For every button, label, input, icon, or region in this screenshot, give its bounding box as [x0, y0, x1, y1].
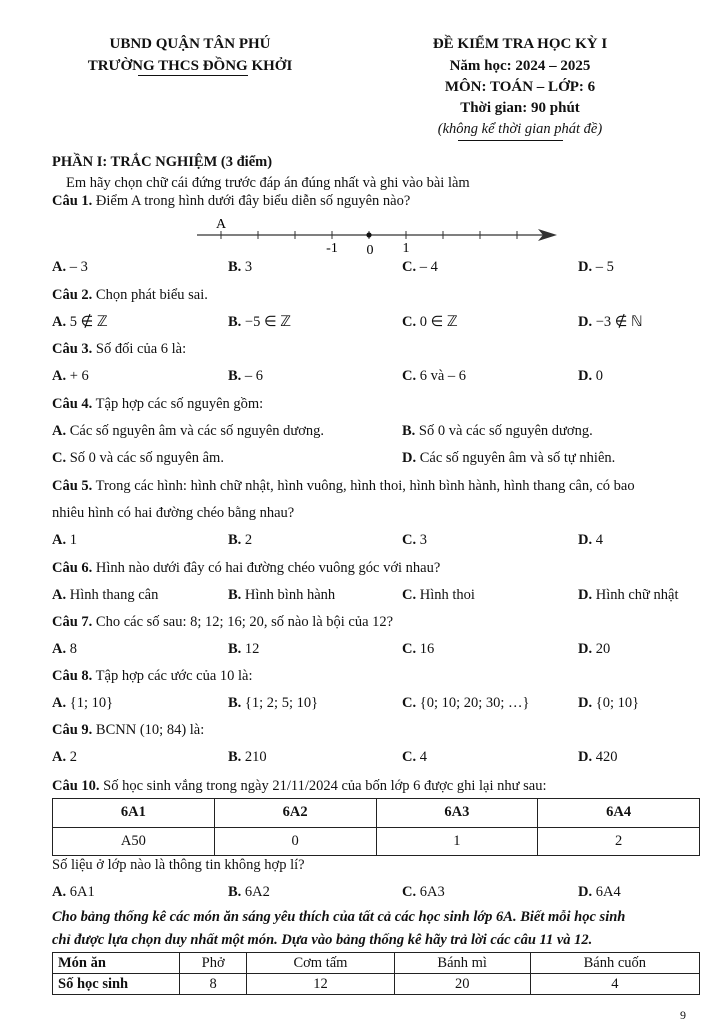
- option-text: {1; 2; 5; 10}: [244, 695, 319, 711]
- option-letter: C.: [402, 368, 417, 384]
- q2-option-a[interactable]: [52, 314, 108, 331]
- option-letter: C.: [52, 450, 67, 466]
- option-letter: B.: [228, 641, 242, 657]
- q2-text: Chọn phát biểu sai.: [95, 287, 208, 303]
- option-text: 3: [419, 532, 427, 548]
- option-letter: A.: [52, 695, 67, 711]
- option-text: 20: [595, 641, 611, 657]
- option-letter: C.: [402, 641, 417, 657]
- option-text: – 5: [595, 259, 614, 275]
- option-letter: A.: [52, 259, 67, 275]
- q5-stem: [52, 478, 635, 495]
- option-letter: A.: [52, 587, 67, 603]
- q6-option-b[interactable]: [228, 587, 335, 604]
- t10-h4: 6A4: [538, 799, 700, 828]
- q5-option-c[interactable]: [402, 532, 427, 549]
- section-instruction: Em hãy chọn chữ cái đứng trước đáp án đúng nhất và ghi vào bài làm: [66, 175, 470, 191]
- q9-option-b[interactable]: [228, 749, 267, 766]
- option-text: 3: [244, 259, 253, 275]
- q2-option-d[interactable]: [578, 314, 643, 331]
- q10-stem: [52, 778, 546, 795]
- option-letter: C.: [402, 532, 417, 548]
- t11-r1c4: Bánh mì: [394, 953, 530, 974]
- t11-r1c1: Món ăn: [53, 953, 180, 974]
- q9-option-d[interactable]: [578, 749, 617, 766]
- option-letter: D.: [578, 749, 593, 765]
- option-text: 6A4: [595, 884, 621, 900]
- school-year: Năm học: 2024 – 2025: [449, 58, 591, 74]
- option-text: 6A2: [244, 884, 270, 900]
- option-text: Hình chữ nhật: [595, 587, 679, 603]
- label-0: 0: [366, 243, 374, 258]
- option-letter: A.: [52, 641, 67, 657]
- option-letter: B.: [228, 884, 242, 900]
- q10-text: Số học sinh vắng trong ngày 21/11/2024 của bốn lớp 6 được ghi lại như sau:: [103, 778, 547, 794]
- q1-option-c[interactable]: [402, 259, 438, 276]
- option-letter: A.: [52, 423, 67, 439]
- option-text: Các số nguyên âm và số tự nhiên.: [419, 450, 616, 466]
- q2-option-b[interactable]: [228, 314, 291, 331]
- q9-text: BCNN (10; 84) là:: [95, 722, 205, 738]
- section-title: PHẦN I: TRẮC NGHIỆM (3 điểm): [52, 154, 273, 170]
- q2-number: Câu 2.: [52, 287, 93, 303]
- q3-option-d[interactable]: [578, 368, 603, 385]
- option-letter: D.: [578, 368, 593, 384]
- option-text: Hình thang cân: [69, 587, 159, 603]
- option-letter: A.: [52, 368, 67, 384]
- page-number: 9: [680, 1008, 686, 1022]
- option-letter: B.: [402, 423, 416, 439]
- t11-r2c1: Số học sinh: [53, 974, 180, 995]
- q1-option-d[interactable]: [578, 259, 614, 276]
- q2-option-c[interactable]: [402, 314, 458, 331]
- q10-text-line2: Số liệu ở lớp nào là thông tin không hợp lí?: [52, 857, 305, 873]
- q6-option-c[interactable]: [402, 587, 475, 604]
- q5-option-d[interactable]: [578, 532, 603, 549]
- t10-v4: 2: [538, 827, 700, 856]
- point-a-label: A: [215, 217, 227, 232]
- option-text: 420: [595, 749, 618, 765]
- origin-point: [366, 232, 371, 237]
- option-text: 1: [69, 532, 77, 548]
- option-letter: C.: [402, 314, 417, 330]
- t11-r2c4: 20: [394, 974, 530, 995]
- t11-r1c3: Cơm tấm: [247, 953, 394, 974]
- q8-option-a[interactable]: [52, 695, 113, 712]
- q4-stem: [52, 396, 263, 413]
- breakfast-table: [52, 952, 700, 995]
- option-text: 6A1: [69, 884, 95, 900]
- option-text: 2: [69, 749, 77, 765]
- option-text: 0: [595, 368, 603, 384]
- t10-h3: 6A3: [376, 799, 538, 828]
- q8-option-d[interactable]: [578, 695, 639, 712]
- label-1: 1: [402, 241, 410, 256]
- q3-text: Số đối của 6 là:: [95, 341, 187, 357]
- option-text: 4: [419, 749, 427, 765]
- q5-number: Câu 5.: [52, 478, 93, 494]
- q1-number: Câu 1.: [52, 193, 93, 209]
- option-letter: C.: [402, 259, 417, 275]
- option-letter: C.: [402, 749, 417, 765]
- header-left-line1: UBND QUẬN TÂN PHÚ: [109, 36, 271, 52]
- header-underline: [138, 75, 248, 76]
- q9-option-c[interactable]: [402, 749, 427, 766]
- q1-option-b[interactable]: [228, 259, 252, 276]
- option-text: Hình thoi: [419, 587, 475, 603]
- option-letter: D.: [402, 450, 417, 466]
- duration: Thời gian: 90 phút: [460, 100, 580, 116]
- t11-r1c5: Bánh cuốn: [530, 953, 699, 974]
- q8-text: Tập hợp các ước của 10 là:: [95, 668, 253, 684]
- q7-text: Cho các số sau: 8; 12; 16; 20, số nào là bội của 12?: [95, 614, 394, 630]
- q9-number: Câu 9.: [52, 722, 93, 738]
- t11-r1c2: Phở: [180, 953, 247, 974]
- t10-h2: 6A2: [214, 799, 376, 828]
- option-text: 2: [244, 532, 253, 548]
- q3-number: Câu 3.: [52, 341, 93, 357]
- option-letter: A.: [52, 314, 67, 330]
- q8-stem: [52, 668, 253, 685]
- option-letter: B.: [228, 368, 242, 384]
- option-letter: D.: [578, 884, 593, 900]
- duration-note: (không kể thời gian phát đề): [437, 121, 603, 137]
- q3-option-c[interactable]: [402, 368, 466, 385]
- option-letter: C.: [402, 884, 417, 900]
- q8-option-c[interactable]: [402, 695, 530, 712]
- option-text: 210: [244, 749, 267, 765]
- option-letter: B.: [228, 314, 242, 330]
- option-letter: B.: [228, 587, 242, 603]
- q4-text: Tập hợp các số nguyên gồm:: [95, 396, 264, 412]
- absence-table: [52, 798, 700, 856]
- option-text: {0; 10}: [595, 695, 640, 711]
- option-text: 6A3: [419, 884, 445, 900]
- q10-option-a[interactable]: [52, 884, 95, 901]
- q7-option-c[interactable]: [402, 641, 434, 658]
- option-text: {1; 10}: [69, 695, 114, 711]
- option-text: – 4: [419, 259, 438, 275]
- option-letter: A.: [52, 532, 67, 548]
- q7-number: Câu 7.: [52, 614, 93, 630]
- q7-option-b[interactable]: [228, 641, 259, 658]
- q3-option-a[interactable]: [52, 368, 89, 385]
- q6-text: Hình nào dưới đây có hai đường chéo vuông góc với nhau?: [95, 560, 441, 576]
- option-text: + 6: [69, 368, 89, 384]
- q3-stem: [52, 341, 186, 358]
- q4-option-a[interactable]: [52, 423, 324, 440]
- option-text: {0; 10; 20; 30; …}: [419, 695, 530, 711]
- q6-option-a[interactable]: [52, 587, 158, 604]
- q3-option-b[interactable]: [228, 368, 263, 385]
- q8-option-b[interactable]: [228, 695, 318, 712]
- q10-option-c[interactable]: [402, 884, 445, 901]
- t10-v3: 1: [376, 827, 538, 856]
- q6-option-d[interactable]: [578, 587, 679, 604]
- option-letter: D.: [578, 695, 593, 711]
- q10-option-b[interactable]: [228, 884, 270, 901]
- option-text: 12: [244, 641, 260, 657]
- exam-title: ĐỀ KIỂM TRA HỌC KỲ I: [432, 36, 608, 52]
- option-text: Các số nguyên âm và các số nguyên dương.: [69, 423, 325, 439]
- option-letter: C.: [402, 695, 417, 711]
- q4-option-b[interactable]: [402, 423, 593, 440]
- q6-stem: [52, 560, 440, 577]
- t11-r2c5: 4: [530, 974, 699, 995]
- option-text: Số 0 và các số nguyên âm.: [69, 450, 224, 466]
- label-minus-1: -1: [326, 241, 338, 256]
- option-letter: D.: [578, 259, 593, 275]
- t10-v2: 0: [214, 827, 376, 856]
- option-text: −3 ∉ ℕ: [595, 314, 643, 330]
- t10-h1: 6A1: [53, 799, 215, 828]
- option-text: Số 0 và các số nguyên dương.: [418, 423, 593, 439]
- intro-11-line1: Cho bảng thống kê các món ăn sáng yêu thích của tất cả các học sinh lớp 6A. Biết mỗi học sinh: [52, 909, 626, 925]
- q5-text-line2: nhiêu hình có hai đường chéo bằng nhau?: [52, 505, 295, 521]
- option-letter: B.: [228, 695, 242, 711]
- option-text: – 6: [244, 368, 264, 384]
- q5-option-b[interactable]: [228, 532, 252, 549]
- option-letter: A.: [52, 749, 67, 765]
- t11-r2c3: 12: [247, 974, 394, 995]
- option-letter: D.: [578, 641, 593, 657]
- option-text: 6 và – 6: [419, 368, 467, 384]
- q5-text: Trong các hình: hình chữ nhật, hình vuông, hình thoi, hình bình hành, hình thang cân, có bao: [95, 478, 635, 494]
- option-text: 16: [419, 641, 435, 657]
- q10-number: Câu 10.: [52, 778, 100, 794]
- number-line: [190, 212, 570, 258]
- q1-text: Điểm A trong hình dưới đây biểu diễn số nguyên nào?: [95, 193, 411, 209]
- q9-stem: [52, 722, 204, 739]
- option-text: Hình bình hành: [244, 587, 336, 603]
- option-letter: D.: [578, 532, 593, 548]
- header-left-line2: TRƯỜNG THCS ĐỒNG KHỞI: [87, 58, 293, 74]
- intro-11-line2: chỉ được lựa chọn duy nhất một món. Dựa vào bảng thống kê hãy trả lời các câu 11 và 12.: [52, 932, 593, 948]
- q7-option-a[interactable]: [52, 641, 77, 658]
- t11-r2c2: 8: [180, 974, 247, 995]
- option-letter: A.: [52, 884, 67, 900]
- option-text: 0 ∈ ℤ: [419, 314, 458, 330]
- q2-stem: [52, 287, 208, 304]
- option-text: – 3: [69, 259, 88, 275]
- q10-option-d[interactable]: [578, 884, 621, 901]
- header-underline-right: [458, 140, 563, 141]
- option-letter: B.: [228, 532, 242, 548]
- q4-number: Câu 4.: [52, 396, 93, 412]
- q1-option-a[interactable]: [52, 259, 88, 276]
- q7-stem: [52, 614, 393, 631]
- q7-option-d[interactable]: [578, 641, 610, 658]
- subject: MÔN: TOÁN – LỚP: 6: [444, 79, 596, 95]
- q5-option-a[interactable]: [52, 532, 77, 549]
- option-letter: C.: [402, 587, 417, 603]
- option-letter: B.: [228, 259, 242, 275]
- q8-number: Câu 8.: [52, 668, 93, 684]
- t10-v1: A50: [53, 827, 215, 856]
- option-text: 5 ∉ ℤ: [69, 314, 108, 330]
- option-text: 8: [69, 641, 77, 657]
- q4-option-c[interactable]: [52, 450, 224, 467]
- q6-number: Câu 6.: [52, 560, 93, 576]
- option-text: 4: [595, 532, 603, 548]
- option-text: −5 ∈ ℤ: [244, 314, 292, 330]
- option-letter: D.: [578, 587, 593, 603]
- q4-option-d[interactable]: [402, 450, 615, 467]
- q9-option-a[interactable]: [52, 749, 77, 766]
- option-letter: D.: [578, 314, 593, 330]
- option-letter: B.: [228, 749, 242, 765]
